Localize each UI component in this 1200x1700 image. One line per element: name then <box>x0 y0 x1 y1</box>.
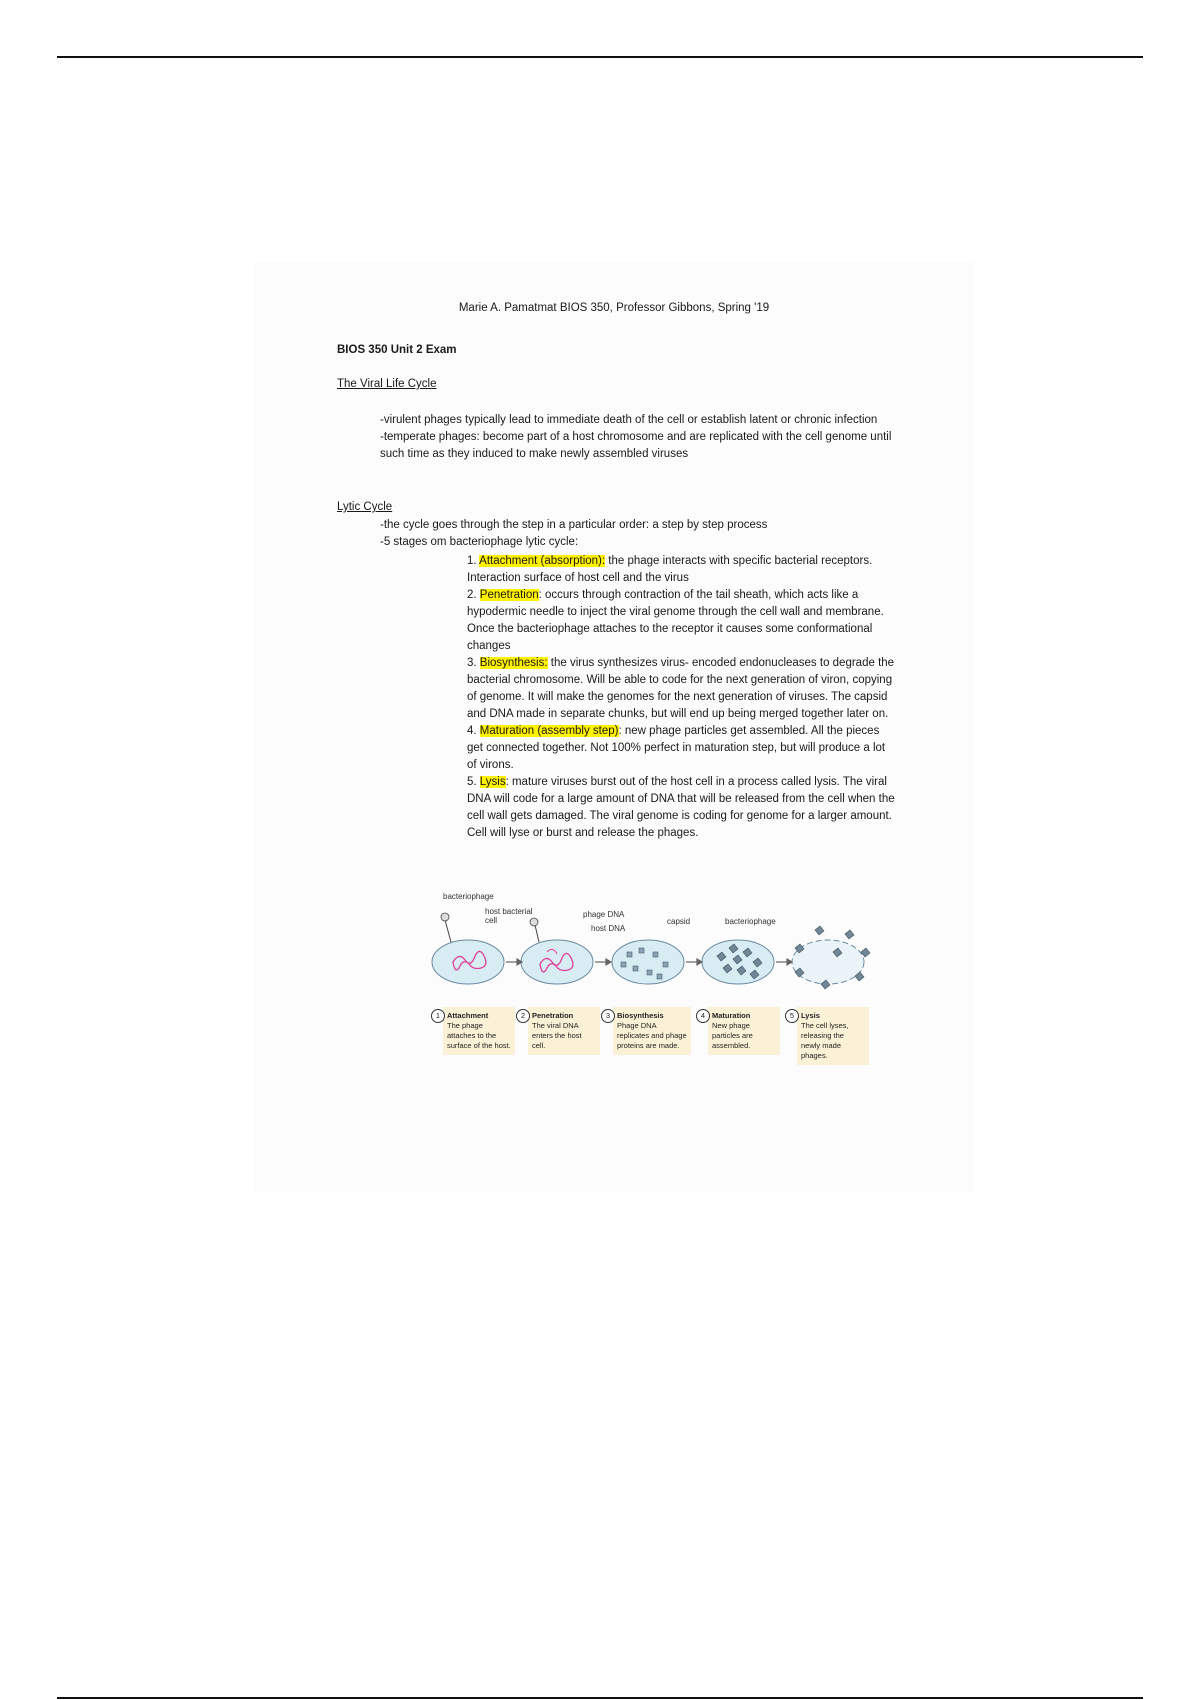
note-line: -temperate phages: become part of a host chromosome and are replicated with the cell genome until such time as they induced to make newly assembled viruses <box>380 431 892 460</box>
highlighted-term: Attachment (absorption): <box>479 555 606 567</box>
list-item: 4. Maturation (assembly step): new phage particles get assembled. All the pieces get connected together. Not 100% perfect in maturation step, but will produce a lot of virons. <box>467 725 886 771</box>
highlighted-term: Biosynthesis: <box>479 657 548 669</box>
note-line: -the cycle goes through the step in a particular order: a step by step process <box>380 519 768 531</box>
label-host-dna: host DNA <box>591 924 626 933</box>
highlighted-term: Maturation (assembly step) <box>479 725 619 737</box>
section-heading-lytic-cycle: Lytic Cycle <box>337 501 393 513</box>
cell-penetration <box>521 918 593 984</box>
highlighted-term: Penetration <box>479 589 539 601</box>
cell-maturation <box>702 940 774 984</box>
section-heading-viral-life-cycle: The Viral Life Cycle <box>337 378 437 390</box>
note-line: -virulent phages typically lead to immediate death of the cell or establish latent or chronic infection <box>380 414 878 426</box>
step-card-lysis: 5 Lysis The cell lyses, releasing the newly made phages. <box>797 1007 869 1065</box>
cell-biosynthesis <box>612 940 684 984</box>
bottom-rule <box>57 1697 1143 1699</box>
step-card-biosynthesis: 3 Biosynthesis Phage DNA replicates and phage proteins are made. <box>613 1007 691 1055</box>
cell-lysis <box>792 926 870 989</box>
label-capsid: capsid <box>667 917 691 926</box>
label-bacteriophage-2: bacteriophage <box>725 917 776 926</box>
label-bacteriophage: bacteriophage <box>443 892 494 901</box>
step-card-attachment: 1 Attachment The phage attaches to the surface of the host. <box>443 1007 515 1055</box>
document-page <box>255 262 973 1192</box>
list-item: 1. Attachment (absorption): the phage interacts with specific bacterial receptors. Interaction surface of host cell and the virus <box>467 555 873 584</box>
note-line: -5 stages om bacteriophage lytic cycle: <box>380 536 579 548</box>
document-title: BIOS 350 Unit 2 Exam <box>337 344 457 356</box>
step-card-maturation: 4 Maturation New phage particles are assembled. <box>708 1007 780 1055</box>
page-header: Marie A. Pamatmat BIOS 350, Professor Gibbons, Spring '19 <box>458 302 770 314</box>
step-card-penetration: 2 Penetration The viral DNA enters the host cell. <box>528 1007 600 1055</box>
label-phage-dna: phage DNA <box>583 910 625 919</box>
list-item: 2. Penetration: occurs through contraction of the tail sheath, which acts like a hypodermic needle to inject the viral genome through the cell wall and membrane. Once the bacteriophage attaches to the receptor it causes some conformational changes <box>467 589 884 652</box>
list-item: 3. Biosynthesis: the virus synthesizes virus- encoded endonucleases to degrade the bacterial chromosome. Will be able to code for the next generation of viron, copying of genome. It will make the genomes for the next generation of viruses. The capsid and DNA made in separate chunks, but will end up being merged together later on. <box>467 657 895 720</box>
highlighted-term: Lysis <box>479 776 506 788</box>
label-host-bacterial-cell: host bacterial cell <box>485 907 533 925</box>
top-rule <box>57 56 1143 58</box>
list-item: 5. Lysis: mature viruses burst out of the host cell in a process called lysis. The viral DNA will code for a large amount of DNA that will be released from the cell when the cell wall gets damaged. The viral genome is coding for genome for a larger amount. Cell will lyse or burst and release the phages. <box>467 776 895 839</box>
